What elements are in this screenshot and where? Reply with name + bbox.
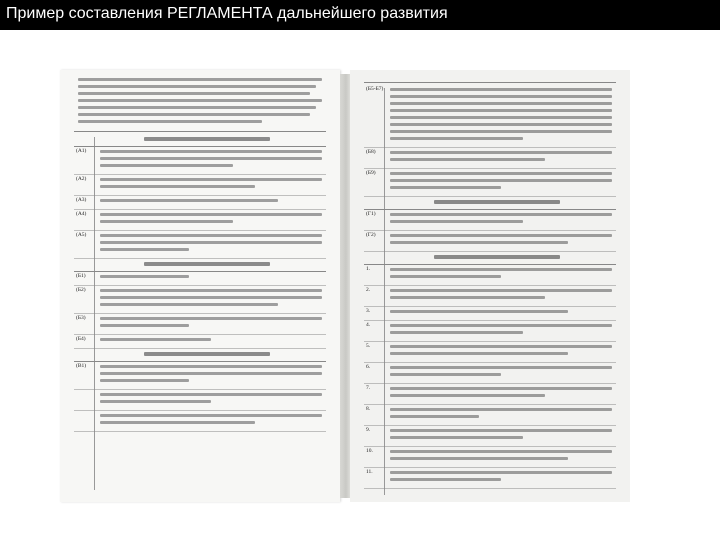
scanned-text-line <box>390 289 612 292</box>
scanned-text-line <box>390 234 612 237</box>
scanned-text-line <box>100 220 233 223</box>
row-code: (А4) <box>76 211 87 217</box>
section-rule <box>364 264 616 265</box>
scanned-text-line <box>390 158 545 161</box>
row-rule <box>364 147 616 148</box>
scanned-text-line <box>390 241 568 244</box>
row-code: (А5) <box>76 232 87 238</box>
scanned-text-line <box>390 275 501 278</box>
scanned-text-line <box>390 137 523 140</box>
scanned-text-line <box>100 248 189 251</box>
table-top-rule <box>364 82 616 83</box>
scanned-text-line <box>78 99 322 102</box>
scanned-text-line <box>390 172 612 175</box>
row-rule <box>74 389 326 390</box>
row-code: 3. <box>366 308 371 314</box>
right-page <box>350 70 630 502</box>
row-rule <box>364 306 616 307</box>
scanned-text-line <box>390 268 612 271</box>
row-rule <box>74 410 326 411</box>
scanned-text-line <box>100 157 322 160</box>
row-rule <box>74 431 326 432</box>
row-rule <box>364 446 616 447</box>
row-code: 11. <box>366 469 373 475</box>
row-rule <box>74 230 326 231</box>
slide-title: Пример составления РЕГЛАМЕНТА дальнейшего развития <box>6 5 448 22</box>
section-heading-line <box>144 352 270 356</box>
row-rule <box>364 488 616 489</box>
scanned-text-line <box>100 421 255 424</box>
row-code: (Б9) <box>366 170 376 176</box>
row-rule <box>364 467 616 468</box>
scanned-text-line <box>100 185 255 188</box>
row-rule <box>74 285 326 286</box>
scanned-text-line <box>78 106 316 109</box>
row-code: (В1) <box>76 363 87 369</box>
scanned-text-line <box>100 289 322 292</box>
scanned-text-line <box>390 408 612 411</box>
scanned-text-line <box>78 85 316 88</box>
scanned-text-line <box>390 151 612 154</box>
scanned-text-line <box>100 338 211 341</box>
scanned-text-line <box>100 164 233 167</box>
scanned-text-line <box>390 450 612 453</box>
scanned-text-line <box>100 414 322 417</box>
row-rule <box>364 383 616 384</box>
row-code: 6. <box>366 364 371 370</box>
section-heading-line <box>144 262 270 266</box>
section-heading-line <box>144 137 270 141</box>
row-rule <box>364 168 616 169</box>
scanned-text-line <box>78 113 310 116</box>
scanned-text-line <box>100 178 322 181</box>
section-rule <box>74 271 326 272</box>
row-rule <box>364 230 616 231</box>
scanned-text-line <box>390 324 612 327</box>
scanned-text-line <box>100 150 322 153</box>
scanned-text-line <box>390 429 612 432</box>
scanned-text-line <box>390 471 612 474</box>
scanned-text-line <box>390 102 612 105</box>
scanned-text-line <box>390 331 523 334</box>
scanned-text-line <box>390 345 612 348</box>
scanned-text-line <box>390 179 612 182</box>
scanned-text-line <box>100 296 322 299</box>
scanned-text-line <box>100 303 278 306</box>
scanned-text-line <box>390 394 545 397</box>
scanned-text-line <box>390 352 568 355</box>
scanned-text-line <box>390 387 612 390</box>
row-rule <box>74 258 326 259</box>
row-rule <box>74 313 326 314</box>
row-rule <box>364 320 616 321</box>
row-code: 8. <box>366 406 371 412</box>
row-code: 10. <box>366 448 373 454</box>
scanned-text-line <box>100 275 189 278</box>
row-code: 9. <box>366 427 371 433</box>
row-code: (Г1) <box>366 211 376 217</box>
document-spread-image <box>60 70 630 502</box>
row-rule <box>74 348 326 349</box>
row-code: (Б3) <box>76 315 86 321</box>
row-code: (А2) <box>76 176 87 182</box>
row-code: (Г2) <box>366 232 376 238</box>
left-page <box>60 70 340 502</box>
row-code: 2. <box>366 287 371 293</box>
row-rule <box>74 195 326 196</box>
scanned-text-line <box>100 400 211 403</box>
scanned-text-line <box>100 379 189 382</box>
scanned-text-line <box>100 234 322 237</box>
scanned-text-line <box>390 88 612 91</box>
scanned-text-line <box>390 213 612 216</box>
scanned-text-line <box>100 372 322 375</box>
row-code: 4. <box>366 322 371 328</box>
scanned-text-line <box>78 78 322 81</box>
scanned-text-line <box>390 366 612 369</box>
row-rule <box>364 362 616 363</box>
table-column-rule <box>384 88 385 495</box>
row-rule <box>364 251 616 252</box>
row-code: (А1) <box>76 148 87 154</box>
scanned-text-line <box>390 186 501 189</box>
row-code: 5. <box>366 343 371 349</box>
scanned-text-line <box>390 296 545 299</box>
scanned-text-line <box>390 130 612 133</box>
row-rule <box>74 209 326 210</box>
row-code: (Б1) <box>76 273 86 279</box>
scanned-text-line <box>100 393 322 396</box>
scanned-text-line <box>390 220 523 223</box>
scanned-text-line <box>390 373 501 376</box>
scanned-text-line <box>390 457 568 460</box>
slide-title-bar <box>0 0 720 30</box>
scanned-text-line <box>390 123 612 126</box>
row-code: (Б4) <box>76 336 86 342</box>
row-code: 1. <box>366 266 371 272</box>
scanned-text-line <box>100 241 322 244</box>
scanned-text-line <box>390 415 479 418</box>
scanned-text-line <box>100 199 278 202</box>
row-code: (А3) <box>76 197 87 203</box>
row-code: (Б8) <box>366 149 376 155</box>
section-rule <box>74 361 326 362</box>
scanned-text-line <box>390 116 612 119</box>
section-rule <box>74 146 326 147</box>
scanned-text-line <box>100 365 322 368</box>
table-top-rule <box>74 131 326 132</box>
scanned-text-line <box>390 109 612 112</box>
scanned-text-line <box>78 120 262 123</box>
scanned-text-line <box>390 95 612 98</box>
row-code: (Б2) <box>76 287 86 293</box>
scanned-text-line <box>100 324 189 327</box>
row-rule <box>364 404 616 405</box>
row-code: 7. <box>366 385 371 391</box>
scanned-text-line <box>390 310 568 313</box>
row-rule <box>364 341 616 342</box>
scanned-text-line <box>78 92 310 95</box>
section-rule <box>364 209 616 210</box>
row-rule <box>364 285 616 286</box>
row-code: (Б5-Б7) <box>366 86 384 92</box>
row-rule <box>364 425 616 426</box>
scanned-text-line <box>390 436 523 439</box>
scanned-text-line <box>100 317 322 320</box>
row-rule <box>74 174 326 175</box>
scanned-text-line <box>100 213 322 216</box>
row-rule <box>364 196 616 197</box>
row-rule <box>74 334 326 335</box>
section-heading-line <box>434 200 560 204</box>
section-heading-line <box>434 255 560 259</box>
scanned-text-line <box>390 478 501 481</box>
